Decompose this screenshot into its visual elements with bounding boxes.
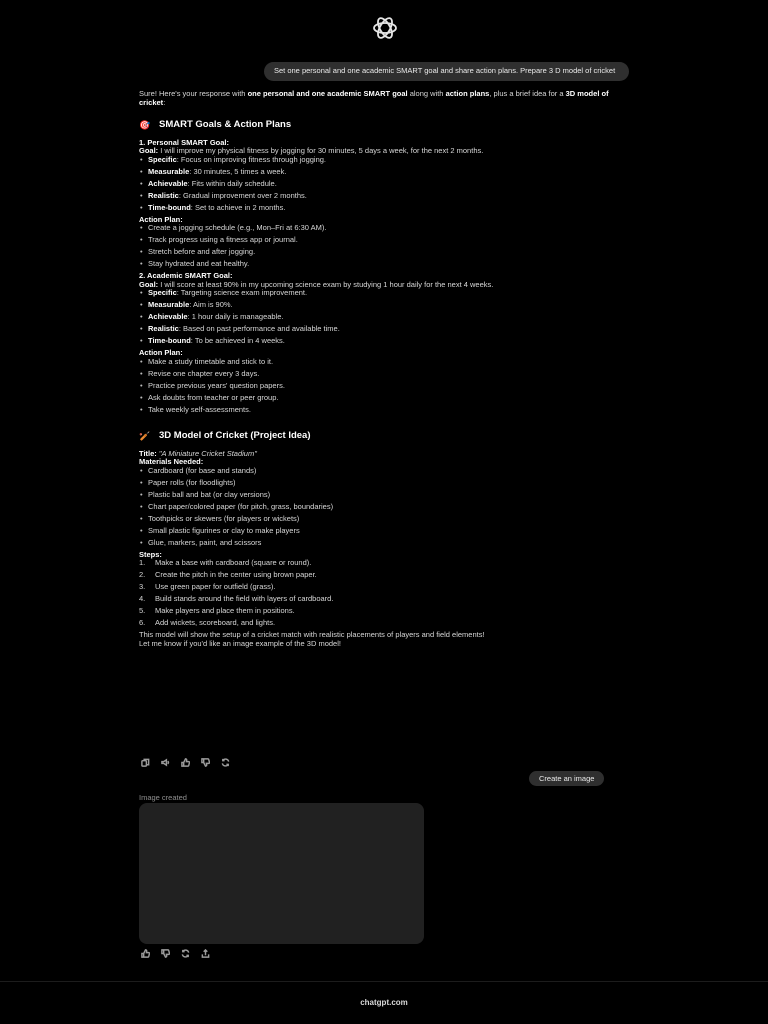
list-item: • Chart paper/colored paper (for pitch, grass, boundaries) xyxy=(139,503,619,512)
project-title: Title: "A Miniature Cricket Stadium" xyxy=(139,448,257,458)
list-item: • Create a jogging schedule (e.g., Mon–Fri at 6:30 AM). xyxy=(139,224,619,233)
list-item: 3. Use green paper for outfield (grass). xyxy=(139,582,276,591)
personal-criteria-list xyxy=(139,156,619,213)
list-item: • Practice previous years' question papers. xyxy=(139,382,619,391)
list-item: • Small plastic figurines or clay to make players xyxy=(139,527,619,536)
thumbs-up-icon[interactable] xyxy=(139,948,152,958)
speaker-icon[interactable] xyxy=(159,757,172,767)
academic-criteria-list xyxy=(139,289,619,346)
academic-goal-title: 2. Academic SMART Goal: xyxy=(139,271,233,280)
personal-goal-title: 1. Personal SMART Goal: xyxy=(139,137,230,147)
create-image-button[interactable]: Create an image xyxy=(529,771,604,786)
image-actions xyxy=(139,948,212,958)
regenerate-icon[interactable] xyxy=(219,757,232,767)
list-item: • Achievable: Fits within daily schedule. xyxy=(139,180,619,189)
academic-goal-statement: Goal: I will score at least 90% in my upcoming science exam by studying 1 hour daily for the next 4 weeks. xyxy=(139,279,494,289)
list-item: • Specific: Focus on improving fitness through jogging. xyxy=(139,156,619,165)
list-item: • Make a study timetable and stick to it. xyxy=(139,358,619,367)
message-actions xyxy=(139,757,232,767)
list-item: 2. Create the pitch in the center using brown paper. xyxy=(139,570,317,579)
list-item: • Track progress using a fitness app or journal. xyxy=(139,236,619,245)
closing-note: This model will show the setup of a cricket match with realistic placements of players and field elements! xyxy=(139,630,485,639)
list-item: • Time-bound: Set to achieve in 2 months. xyxy=(139,204,619,213)
target-icon: 🎯 xyxy=(139,120,151,130)
list-item: • Glue, markers, paint, and scissors xyxy=(139,539,619,548)
academic-action-plan-list xyxy=(139,358,619,415)
list-item: • Stay hydrated and eat healthy. xyxy=(139,260,619,269)
list-item: 4. Build stands around the field with layers of cardboard. xyxy=(139,594,334,603)
list-item: • Realistic: Based on past performance and available time. xyxy=(139,325,619,334)
list-item: • Time-bound: To be achieved in 4 weeks. xyxy=(139,337,619,346)
assistant-response xyxy=(139,90,619,648)
list-item: • Specific: Targeting science exam improvement. xyxy=(139,289,619,298)
regenerate-icon[interactable] xyxy=(179,948,192,958)
list-item: • Measurable: 30 minutes, 5 times a week. xyxy=(139,168,619,177)
user-message-text: Set one personal and one academic SMART goal and share action plans. Prepare 3 D model of cricket xyxy=(274,66,616,75)
thumbs-up-icon[interactable] xyxy=(179,757,192,767)
materials-list xyxy=(139,467,619,548)
academic-action-plan-label: Action Plan: xyxy=(139,348,183,357)
openai-logo-icon xyxy=(364,14,406,42)
list-item: • Cardboard (for base and stands) xyxy=(139,467,619,476)
personal-action-plan-label: Action Plan: xyxy=(139,214,183,224)
section-heading-3d-model: 🏏 3D Model of Cricket (Project Idea) xyxy=(139,430,311,441)
thumbs-down-icon[interactable] xyxy=(199,757,212,767)
list-item: 1. Make a base with cardboard (square or round). xyxy=(139,558,312,567)
steps-label: Steps: xyxy=(139,549,162,559)
list-item: • Stretch before and after jogging. xyxy=(139,248,619,257)
steps-list xyxy=(139,559,619,628)
thumbs-down-icon[interactable] xyxy=(159,948,172,958)
footer-domain: chatgpt.com xyxy=(360,998,408,1007)
footer-divider xyxy=(0,981,768,982)
section-heading-smart-goals: 🎯 SMART Goals & Action Plans xyxy=(139,119,292,130)
personal-goal-statement: Goal: I will improve my physical fitness by jogging for 30 minutes, 5 days a week, for the next 2 months. xyxy=(139,146,484,155)
list-item: • Toothpicks or skewers (for players or wickets) xyxy=(139,515,619,524)
materials-label: Materials Needed: xyxy=(139,457,204,466)
share-icon[interactable] xyxy=(199,948,212,958)
generated-image-placeholder[interactable] xyxy=(139,803,424,944)
list-item: 6. Add wickets, scoreboard, and lights. xyxy=(139,618,276,627)
list-item: • Ask doubts from teacher or peer group. xyxy=(139,394,619,403)
list-item: • Measurable: Aim is 90%. xyxy=(139,301,619,310)
list-item: • Paper rolls (for floodlights) xyxy=(139,479,619,488)
list-item: • Achievable: 1 hour daily is manageable. xyxy=(139,313,619,322)
list-item: • Take weekly self-assessments. xyxy=(139,406,619,415)
response-intro: Sure! Here's your response with one personal and one academic SMART goal along with action plans, plus a brief idea for a 3D model of cricket: xyxy=(139,89,609,107)
image-created-label: Image created xyxy=(139,793,187,802)
personal-action-plan-list xyxy=(139,224,619,269)
list-item: • Plastic ball and bat (or clay versions) xyxy=(139,491,619,500)
followup-text: Let me know if you'd like an image example of the 3D model! xyxy=(139,638,341,648)
list-item: • Revise one chapter every 3 days. xyxy=(139,370,619,379)
user-message-bubble xyxy=(264,62,629,81)
cricket-bat-icon: 🏏 xyxy=(139,431,151,441)
list-item: • Realistic: Gradual improvement over 2 months. xyxy=(139,192,619,201)
list-item: 5. Make players and place them in positions. xyxy=(139,606,295,615)
copy-icon[interactable] xyxy=(139,757,152,767)
